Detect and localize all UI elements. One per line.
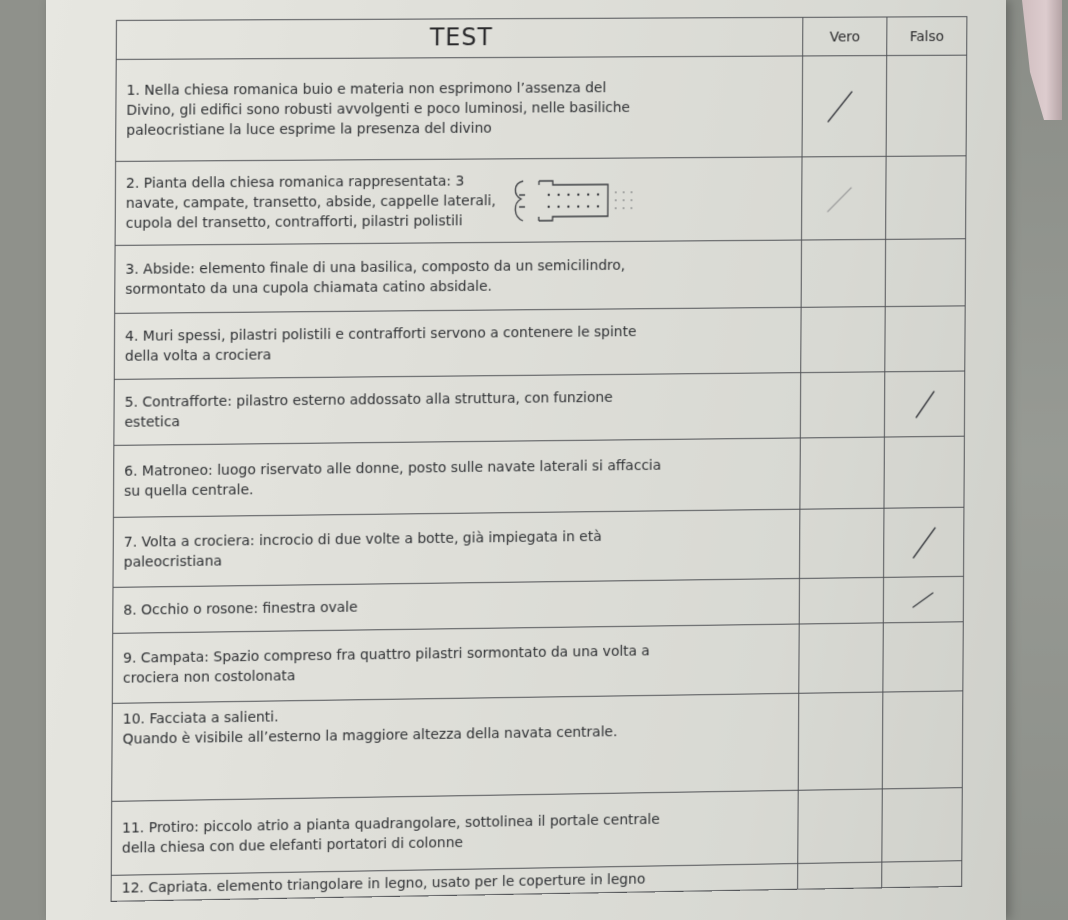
question-text: 8. Occhio o rosone: finestra ovale: [123, 599, 358, 619]
question-text: 9. Campata: Spazio compreso fra quattro pilastri sormontato da una volta a crociera non costolonata: [122, 642, 650, 687]
question-cell: [115, 240, 802, 313]
question-text: 4. Muri spessi, pilastri polistili e contrafforti servono a contenere le spinte della volta a crociera: [124, 323, 637, 365]
answer-falso-cell[interactable]: [882, 788, 962, 862]
question-cell: [111, 790, 798, 875]
question-row: [114, 306, 965, 380]
question-cell: [112, 693, 799, 801]
desk-background: [1006, 0, 1068, 920]
answer-falso-cell[interactable]: [886, 55, 967, 156]
question-cell: [116, 56, 803, 161]
test-title: TEST: [116, 17, 803, 59]
church-floor-plan-icon: [510, 174, 648, 227]
answer-vero-cell[interactable]: [802, 56, 887, 157]
answer-vero-cell[interactable]: [799, 577, 883, 624]
answer-vero-cell[interactable]: [798, 692, 883, 790]
table-header-row: [116, 17, 967, 60]
answer-vero-cell[interactable]: [799, 623, 884, 693]
question-text: 11. Protiro: piccolo atrio a pianta quadrangolare, sottolinea il portale centrale della chiesa con due elefanti portatori di colonne: [121, 811, 660, 857]
answer-falso-cell[interactable]: [885, 306, 965, 372]
question-row: [113, 507, 964, 587]
answer-vero-cell[interactable]: [799, 508, 884, 578]
question-cell: [113, 509, 800, 587]
question-text: 5. Contrafforte: pilastro esterno addossato alla struttura, con funzione estetica: [124, 389, 613, 431]
answer-vero-cell[interactable]: [798, 862, 882, 889]
check-mark-icon: [903, 583, 938, 617]
question-cell: [112, 624, 799, 703]
answer-falso-cell[interactable]: [883, 576, 963, 623]
answer-falso-cell[interactable]: [882, 861, 962, 888]
answer-falso-cell[interactable]: [882, 691, 963, 789]
question-text: 6. Matroneo: luogo riservato alle donne, posto sulle navate laterali si affaccia su quella centrale.: [124, 457, 662, 500]
check-mark-icon: [822, 181, 857, 215]
check-mark-icon: [822, 89, 857, 123]
question-text: 7. Volta a crociera: incrocio di due volte a botte, già impiegata in età paleocristiana: [123, 528, 602, 571]
test-table: [111, 16, 968, 902]
answer-vero-cell[interactable]: [800, 437, 885, 509]
question-text: 3. Abside: elemento finale di una basilica, composto da un semicilindro, sormontato da una cupola chiamata catino absidale.: [125, 257, 626, 298]
answer-vero-cell[interactable]: [801, 307, 885, 373]
answer-vero-cell[interactable]: [801, 239, 885, 307]
question-text: 1. Nella chiesa romanica buio e materia non esprimono l’assenza del Divino, gli edifici sono robusti avvolgenti e poco luminosi, nelle basiliche paleocristiane la luce esprime la presenza del divino: [126, 79, 631, 139]
answer-vero-cell[interactable]: [800, 372, 884, 438]
question-cell: [115, 157, 802, 245]
question-row: [112, 691, 963, 801]
question-text: 10. Facciata a salienti. Quando è visibile all’esterno la maggiore altezza della navata centrale.: [122, 709, 618, 748]
question-text: 2. Pianta della chiesa romanica rappresentata: 3 navate, campate, transetto, abside, cappelle laterali, cupola del transetto, contrafforti, pilastri polistili: [125, 173, 496, 232]
answer-falso-cell[interactable]: [883, 622, 963, 692]
question-row: [113, 436, 964, 517]
column-header-falso: Falso: [887, 17, 967, 56]
answer-falso-cell[interactable]: [886, 156, 966, 240]
check-mark-icon: [904, 525, 939, 559]
answer-falso-cell[interactable]: [885, 239, 965, 307]
question-row: [115, 239, 966, 314]
answer-vero-cell[interactable]: [798, 789, 883, 864]
check-mark-icon: [905, 387, 940, 421]
question-cell: [113, 438, 800, 517]
test-document: [97, 10, 980, 897]
answer-falso-cell[interactable]: [884, 507, 964, 577]
question-cell: [114, 307, 801, 379]
question-cell: [114, 373, 801, 446]
question-text: 12. Capriata. elemento triangolare in legno, usato per le coperture in legno: [121, 871, 646, 897]
column-header-vero: Vero: [803, 17, 887, 56]
question-row: [116, 55, 967, 161]
answer-falso-cell[interactable]: [884, 436, 964, 508]
answer-vero-cell[interactable]: [802, 156, 887, 240]
answer-falso-cell[interactable]: [884, 371, 964, 437]
test-sheet: [46, 0, 1006, 920]
question-row: [115, 156, 966, 246]
question-row: [112, 622, 963, 704]
question-row: [114, 371, 965, 445]
